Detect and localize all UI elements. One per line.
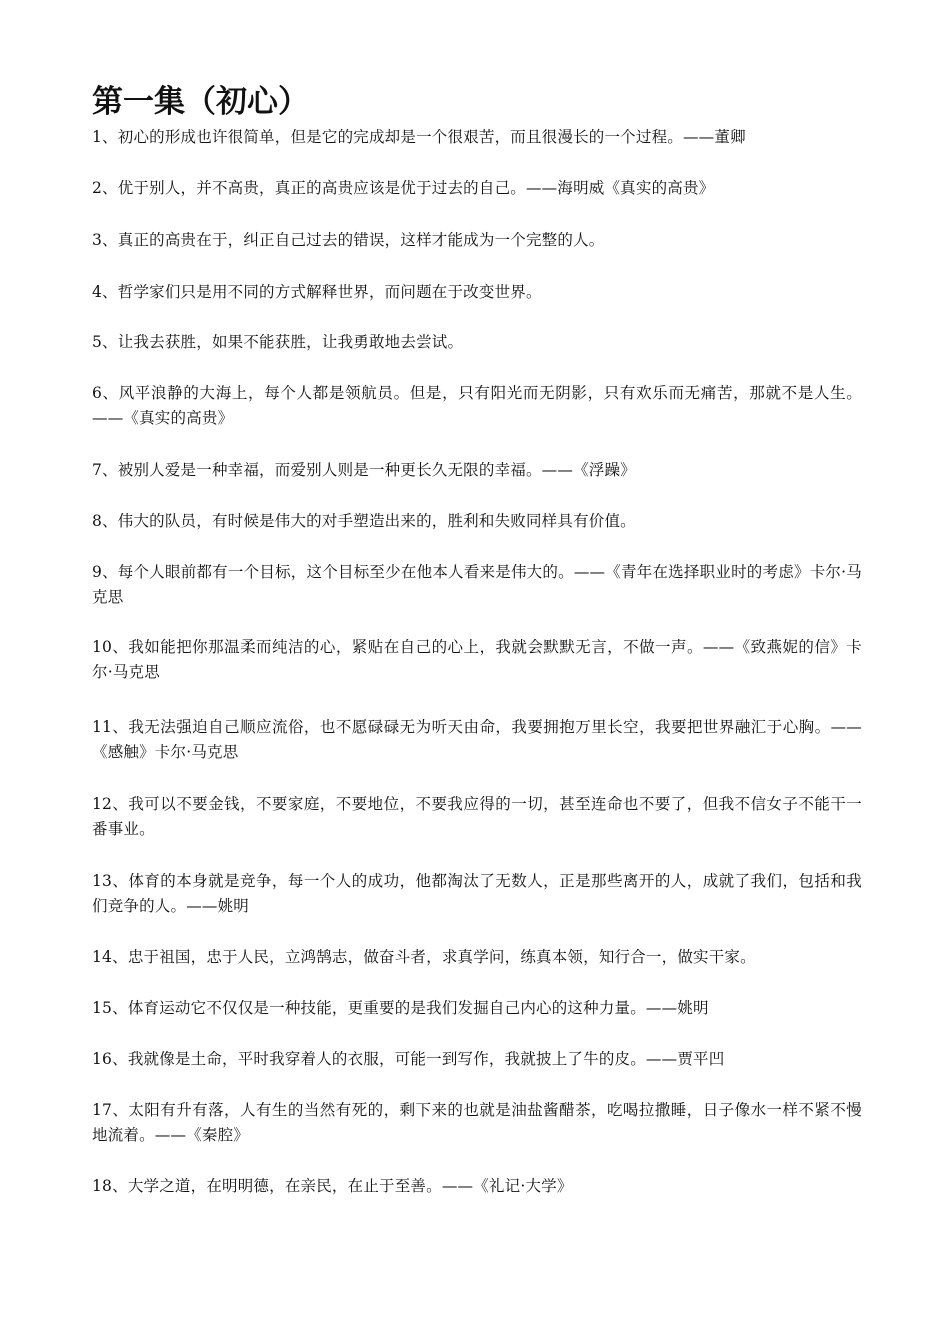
quote-item-17: 17、太阳有升有落，人有生的当然有死的，剩下来的也就是油盐酱醋茶，吃喝拉撒睡，日子像水一样不紧不慢地流着。——《秦腔》 xyxy=(92,1101,862,1144)
quote-item-5: 5、让我去获胜，如果不能获胜，让我勇敢地去尝试。 xyxy=(92,333,464,351)
quote-item-15: 15、体育运动它不仅仅是一种技能，更重要的是我们发掘自己内心的这种力量。——姚明 xyxy=(92,999,709,1017)
quote-item-10: 10、我如能把你那温柔而纯洁的心，紧贴在自己的心上，我就会默默无言，不做一声。——《致燕妮的信》卡尔·马克思 xyxy=(92,638,862,681)
quote-item-18: 18、大学之道，在明明德，在亲民，在止于至善。——《礼记·大学》 xyxy=(92,1177,573,1195)
quote-item-2: 2、优于别人，并不高贵，真正的高贵应该是优于过去的自己。——海明威《真实的高贵》 xyxy=(92,179,715,197)
quote-item-11: 11、我无法强迫自己顺应流俗，也不愿碌碌无为听天由命，我要拥抱万里长空，我要把世界融汇于心胸。——《感触》卡尔·马克思 xyxy=(92,718,862,761)
quote-item-12: 12、我可以不要金钱，不要家庭，不要地位，不要我应得的一切，甚至连命也不要了，但我不信女子不能干一番事业。 xyxy=(92,795,862,838)
quote-item-7: 7、被别人爱是一种幸福，而爱别人则是一种更长久无限的幸福。——《浮躁》 xyxy=(92,461,636,479)
quote-item-16: 16、我就像是土命，平时我穿着人的衣服，可能一到写作，我就披上了牛的皮。——贾平凹 xyxy=(92,1050,725,1068)
quote-item-4: 4、哲学家们只是用不同的方式解释世界，而问题在于改变世界。 xyxy=(92,283,542,301)
quote-item-14: 14、忠于祖国，忠于人民，立鸿鹄志，做奋斗者，求真学问，练真本领，知行合一，做实干家。 xyxy=(92,948,756,966)
page-title: 第一集（初心） xyxy=(92,84,309,120)
quote-list xyxy=(92,0,862,1344)
quote-item-13: 13、体育的本身就是竞争，每一个人的成功，他都淘汰了无数人，正是那些离开的人，成就了我们，包括和我们竞争的人。——姚明 xyxy=(92,872,862,915)
quote-item-9: 9、每个人眼前都有一个目标，这个目标至少在他本人看来是伟大的。——《青年在选择职业时的考虑》卡尔·马克思 xyxy=(92,563,862,606)
quote-item-8: 8、伟大的队员，有时候是伟大的对手塑造出来的，胜利和失败同样具有价值。 xyxy=(92,512,636,530)
quote-item-3: 3、真正的高贵在于，纠正自己过去的错误，这样才能成为一个完整的人。 xyxy=(92,231,605,249)
quote-item-6: 6、风平浪静的大海上，每个人都是领航员。但是，只有阳光而无阴影，只有欢乐而无痛苦，那就不是人生。——《真实的高贵》 xyxy=(92,384,862,427)
quote-item-1: 1、初心的形成也许很简单，但是它的完成却是一个很艰苦，而且很漫长的一个过程。——董卿 xyxy=(92,128,746,146)
